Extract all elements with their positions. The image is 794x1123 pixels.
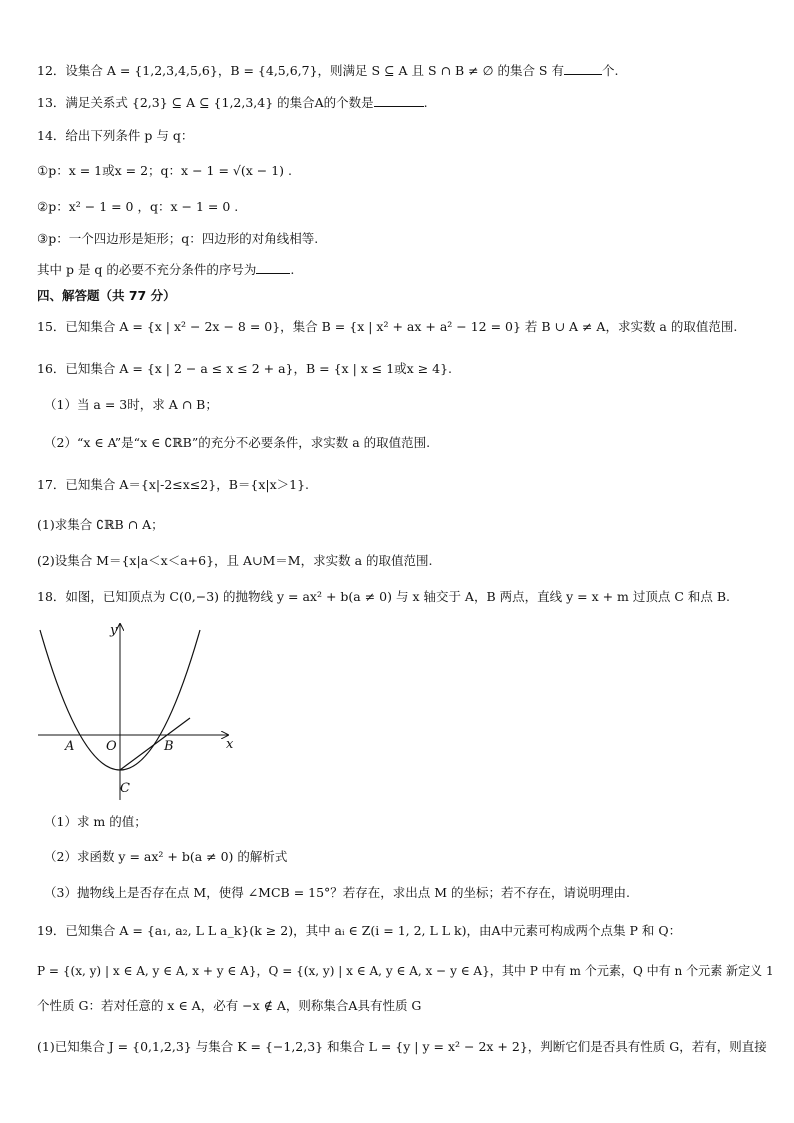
- question-19-line-4: (1)已知集合 J = {0,1,2,3} 与集合 K = {−1,2,3} 和集合 L = {y | y = x² − 2x + 2}，判断它们是否具有性质 G，若有，则直接: [37, 1039, 767, 1054]
- line-cb: [120, 718, 190, 770]
- y-axis-label: y: [110, 623, 118, 638]
- point-b-label: B: [164, 739, 174, 754]
- point-c-label: C: [120, 781, 130, 796]
- question-19-line-1: 19．已知集合 A = {a₁, a₂, L L a_k}(k ≥ 2)，其中 aᵢ ∈ Z(i = 1, 2, L L k)，由A中元素可构成两个点集 P 和 Q：: [37, 923, 682, 938]
- q13-blank: [374, 94, 424, 107]
- question-14-option-2: ②p：x² − 1 = 0 ，q：x − 1 = 0 .: [37, 199, 239, 214]
- q13-suffix: .: [423, 95, 428, 110]
- question-18-part-3: （3）抛物线上是否存在点 M，使得 ∠MCB = 15°？若存在，求出点 M 的坐标；若不存在，请说明理由.: [44, 885, 631, 900]
- question-17-part-1: (1)求集合 ∁ℝB ∩ A；: [37, 517, 164, 532]
- origin-label: O: [106, 739, 117, 754]
- point-a-label: A: [65, 739, 75, 754]
- question-12: [37, 62, 618, 80]
- question-16-stem: 16．已知集合 A = {x | 2 − a ≤ x ≤ 2 + a}，B = {x | x ≤ 1或x ≥ 4}.: [37, 361, 453, 376]
- q12-blank: [564, 62, 602, 75]
- question-14-option-1: ①p：x = 1或x = 2；q：x − 1 = √(x − 1) .: [37, 163, 292, 178]
- question-14-option-3: ③p：一个四边形是矩形；q：四边形的对角线相等.: [37, 231, 319, 246]
- q14-ask-suffix: .: [290, 262, 295, 277]
- question-18-stem: 18．如图，已知顶点为 C(0,−3) 的抛物线 y = ax² + b(a ≠ 0) 与 x 轴交于 A，B 两点，直线 y = x + m 过顶点 C 和点 B.: [37, 589, 731, 604]
- q14-ask-text: 其中 p 是 q 的必要不充分条件的序号为: [37, 262, 257, 277]
- question-17-part-2: (2)设集合 M＝{x|a＜x＜a+6}，且 A∪M＝M，求实数 a 的取值范围.: [37, 553, 433, 568]
- q12-suffix: 个.: [601, 63, 619, 78]
- parabola-figure: [36, 618, 236, 803]
- question-19-line-2: P = {(x, y) | x ∈ A, y ∈ A, x + y ∈ A}，Q = {(x, y) | x ∈ A, y ∈ A, x − y ∈ A}，其中 P 中有 m 个元素，Q 中有 n 个元素 新定义 1: [37, 963, 774, 978]
- question-15: 15．已知集合 A = {x | x² − 2x − 8 = 0}，集合 B = {x | x² + ax + a² − 12 = 0} 若 B ∪ A ≠ A，求实数 a 的取值范围.: [37, 319, 738, 334]
- question-17-stem: 17．已知集合 A＝{x|-2≤x≤2}，B＝{x|x＞1}.: [37, 477, 310, 492]
- q13-text: 13．满足关系式 {2,3} ⊆ A ⊆ {1,2,3,4} 的集合A的个数是: [37, 95, 374, 110]
- question-14-ask: [37, 261, 294, 279]
- section-heading: 四、解答题（共 77 分）: [37, 288, 176, 303]
- q14-blank: [256, 261, 290, 274]
- question-18-part-2: （2）求函数 y = ax² + b(a ≠ 0) 的解析式: [44, 849, 288, 864]
- question-14-stem: 14．给出下列条件 p 与 q：: [37, 128, 194, 143]
- question-13: [37, 94, 428, 112]
- q12-text: 12．设集合 A = {1,2,3,4,5,6}，B = {4,5,6,7}，则满足 S ⊆ A 且 S ∩ B ≠ ∅ 的集合 S 有: [37, 63, 564, 78]
- question-16-part-1: （1）当 a = 3时，求 A ∩ B；: [44, 397, 218, 412]
- question-18-part-1: （1）求 m 的值；: [44, 814, 147, 829]
- question-19-line-3: 个性质 G：若对任意的 x ∈ A，必有 −x ∉ A，则称集合A具有性质 G: [37, 998, 422, 1013]
- question-16-part-2: （2）“x ∈ A”是“x ∈ ∁ℝB”的充分不必要条件，求实数 a 的取值范围.: [44, 435, 431, 450]
- x-axis-label: x: [226, 737, 234, 752]
